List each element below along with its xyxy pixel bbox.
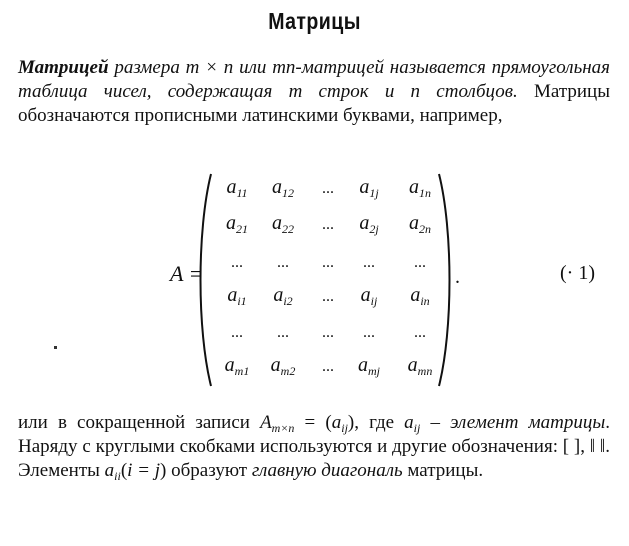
- matrix-cell-subscript: mj: [368, 364, 380, 378]
- matrix-cell: [227, 284, 246, 307]
- matrix-cell-subscript: 1j: [369, 186, 379, 200]
- matrix-cell-base: ...: [277, 324, 289, 341]
- text-segment: матрицы.: [402, 460, 484, 481]
- matrix-cell-subscript: m2: [280, 364, 296, 378]
- matrix-cell-base: a: [226, 212, 236, 234]
- matrix-cell: [363, 254, 375, 272]
- matrix-cell: [277, 324, 289, 342]
- element-subscript: ii: [114, 469, 121, 483]
- matrix-cell: [226, 176, 247, 199]
- matrix-cell-base: a: [270, 354, 281, 376]
- matrix-cell: [226, 212, 248, 235]
- matrix-cell: [322, 180, 334, 198]
- matrix-cell-subscript: mn: [417, 364, 433, 378]
- matrix-formula: [0, 170, 629, 400]
- matrix-cell: [409, 212, 431, 235]
- matrix-cell: [271, 354, 296, 377]
- matrix-symbol: A: [260, 412, 272, 433]
- matrix-cell-subscript: 1n: [419, 186, 431, 200]
- matrix-cell-base: ...: [231, 324, 243, 341]
- matrix-cell: [410, 284, 429, 307]
- equation-number: (· 1): [560, 262, 595, 284]
- element-subscript: ij: [413, 421, 421, 435]
- matrix-cell-base: ...: [277, 254, 289, 271]
- text-segment: = (: [294, 412, 332, 433]
- matrix-cell: [408, 354, 433, 377]
- definition-text: размера m × n или mn-матрицей называется прямоугольная таблица чисел, содержащая m строк и n столбцов.: [18, 57, 610, 102]
- matrix-cell-base: a: [226, 176, 237, 198]
- matrix-cell-base: a: [227, 284, 238, 306]
- notation-paragraph: [18, 411, 610, 483]
- matrix-cell-base: a: [272, 176, 282, 198]
- element-symbol: a: [331, 412, 342, 433]
- matrix-cell-subscript: 21: [236, 222, 248, 236]
- main-diagonal-term: главную диагональ: [251, 460, 403, 481]
- matrix-cell: [361, 284, 378, 307]
- matrix-cell-base: ...: [363, 324, 375, 341]
- matrix-cell-base: a: [409, 212, 419, 234]
- matrix-cell: [414, 324, 426, 342]
- page-title: Матрицы: [268, 8, 361, 34]
- matrix-cell: [273, 284, 292, 307]
- matrix-cell: [322, 254, 334, 272]
- element-term: элемент матрицы: [450, 412, 606, 433]
- text-segment: ), где: [347, 412, 405, 433]
- matrix-cell-base: ...: [322, 254, 334, 271]
- matrix-cell-base: ...: [322, 180, 334, 197]
- matrix-cell-base: ...: [322, 216, 334, 233]
- matrix-cell-subscript: ij: [370, 294, 378, 308]
- matrix-cell-base: ...: [322, 324, 334, 341]
- matrix-cell: [322, 358, 334, 376]
- matrix-cell-subscript: i1: [237, 294, 247, 308]
- matrix-cell-base: a: [272, 212, 282, 234]
- matrix-cell-base: ...: [363, 254, 375, 271]
- matrix-cell-base: ...: [322, 358, 334, 375]
- matrix-cell: [414, 254, 426, 272]
- element-subscript: ij: [341, 421, 348, 435]
- matrix-cell: [272, 212, 294, 235]
- matrix-cell-base: a: [410, 284, 421, 306]
- matrix-cell: [231, 324, 243, 342]
- matrix-cell-base: a: [359, 176, 370, 198]
- text-segment: (: [120, 460, 128, 481]
- stray-dot: [54, 346, 57, 349]
- matrix-cell: [359, 212, 378, 235]
- definition-paragraph: [18, 56, 610, 128]
- matrix-cell: [272, 176, 294, 199]
- matrix-cell-subscript: m1: [234, 364, 250, 378]
- matrix-cell-subscript: 2n: [419, 222, 431, 236]
- text-segment: или в сокращенной записи: [18, 412, 261, 433]
- matrix-cell: [358, 354, 380, 377]
- matrix-cell-base: ...: [414, 324, 426, 341]
- matrix-cell: [277, 254, 289, 272]
- matrix-cell-base: ...: [322, 288, 334, 305]
- matrix-cell: [231, 254, 243, 272]
- matrix-cell-subscript: 2j: [369, 222, 379, 236]
- matrix-cell-base: a: [360, 284, 371, 306]
- matrix-cell-base: a: [358, 354, 368, 376]
- element-symbol: a: [104, 460, 115, 481]
- matrix-cell-base: a: [273, 284, 284, 306]
- matrix-cell-subscript: in: [420, 294, 430, 308]
- text-segment: –: [420, 412, 451, 433]
- matrix-cell: [322, 216, 334, 234]
- matrix-cell: [359, 176, 378, 199]
- diagonal-condition: i = j: [127, 460, 161, 481]
- notation-text: Матрицы обозначаются прописными латинскими буквами, например,: [18, 81, 610, 126]
- matrix-cell-base: ...: [231, 254, 243, 271]
- formula-period: .: [455, 266, 460, 288]
- matrix-cell: [322, 324, 334, 342]
- matrix-cell: [322, 288, 334, 306]
- matrix-cell-base: ...: [414, 254, 426, 271]
- matrix-cell-base: a: [359, 212, 370, 234]
- matrix-cell: [409, 176, 431, 199]
- matrix-cell-subscript: 11: [236, 186, 248, 200]
- matrix-cell: [225, 354, 250, 377]
- element-symbol: a: [404, 412, 414, 433]
- matrix-cell-base: a: [407, 354, 418, 376]
- matrix-name: A =: [170, 261, 204, 286]
- matrix-cell: [363, 324, 375, 342]
- matrix-cell-subscript: i2: [283, 294, 293, 308]
- matrix-cell-base: a: [224, 354, 235, 376]
- defined-term: Матрицей: [18, 57, 109, 78]
- matrix-cell-base: a: [409, 176, 419, 198]
- matrix-cell-subscript: 12: [282, 186, 294, 200]
- matrix-cell-subscript: 22: [282, 222, 294, 236]
- matrix-size-subscript: m×n: [271, 421, 295, 435]
- text-segment: ) образуют: [160, 460, 252, 481]
- text-segment: . Наряду с круглыми скобками используются и другие обозначения: [ ], ‖ ‖. Элементы: [18, 412, 611, 481]
